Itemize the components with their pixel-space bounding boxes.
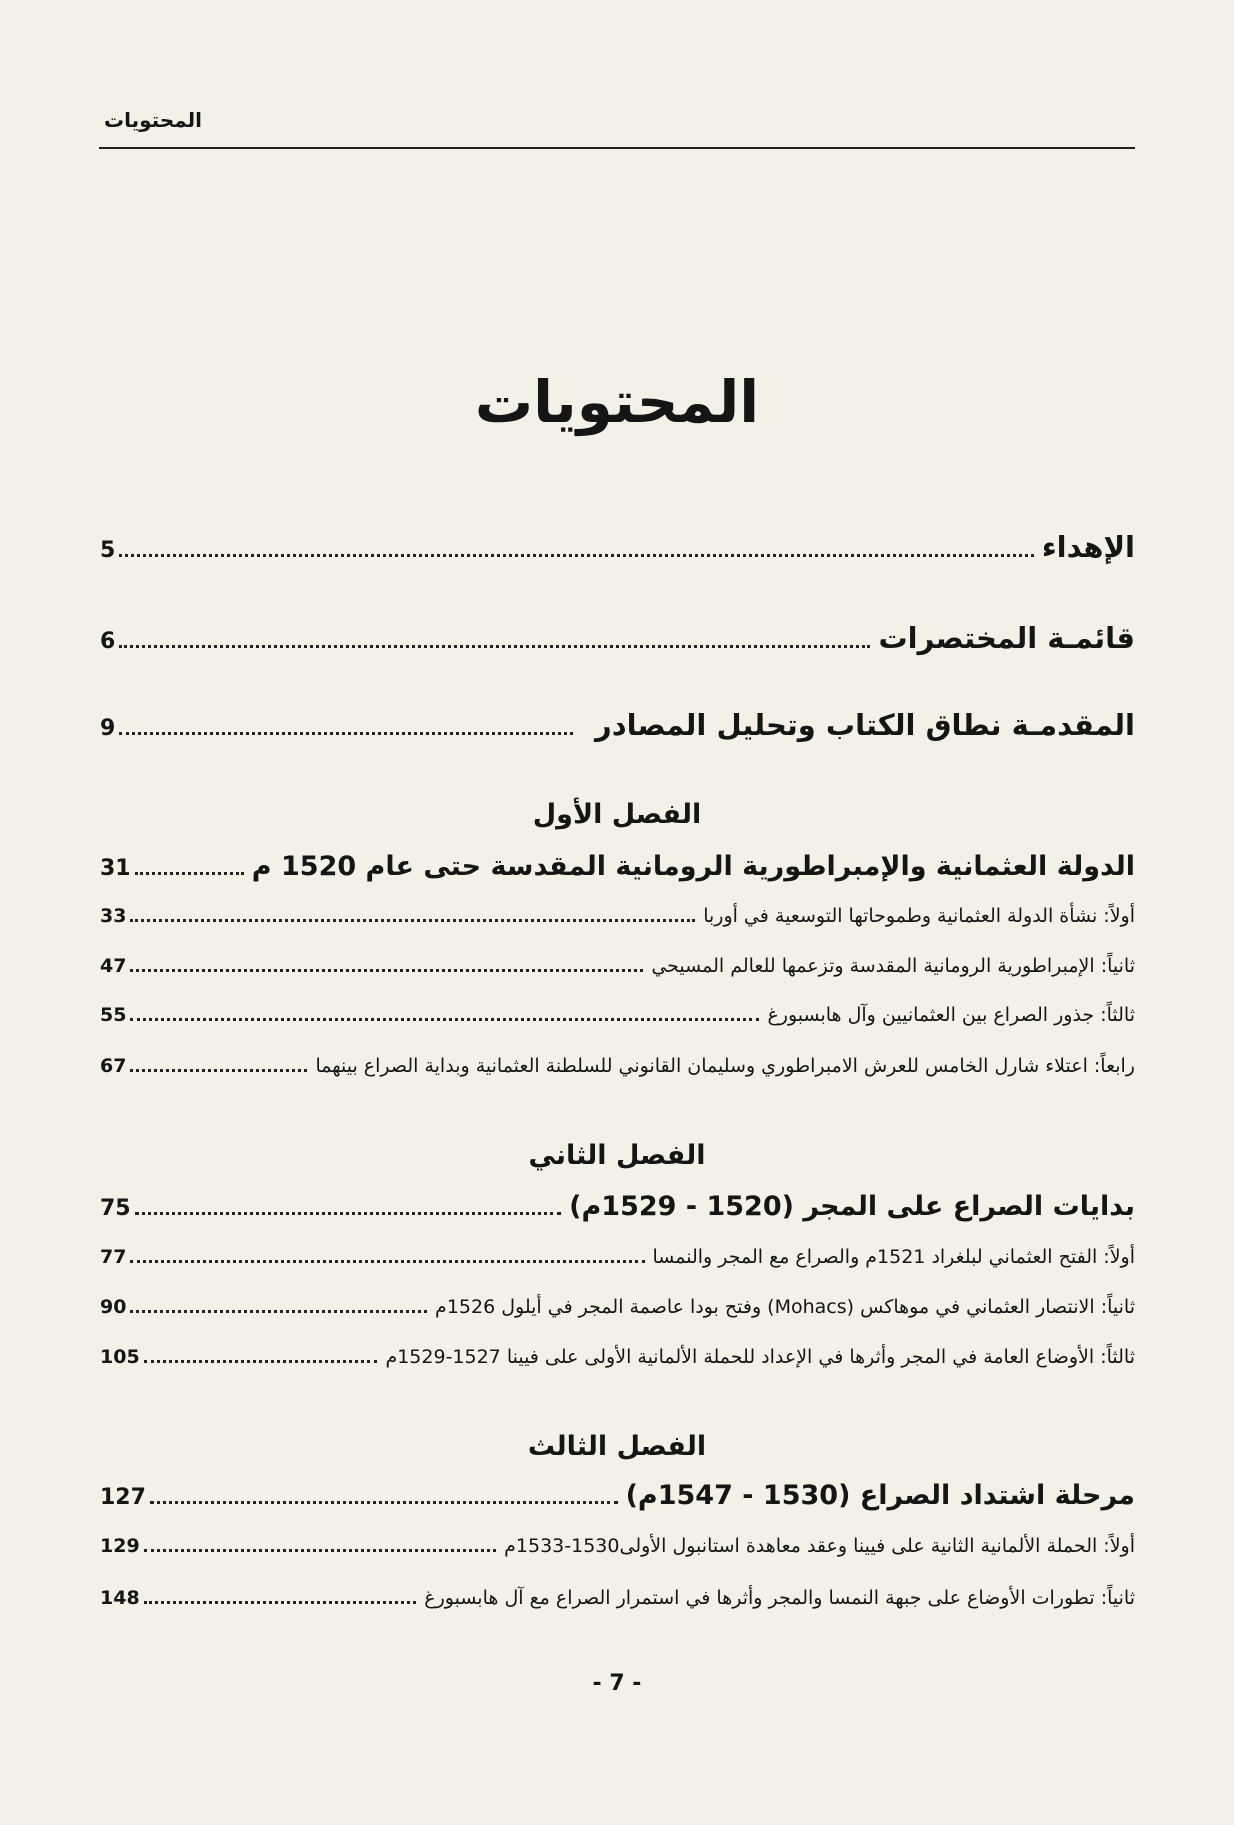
toc-entry-page: 47: [100, 955, 127, 977]
toc-entry-label: ثالثاً: جذور الصراع بين العثمانيين وآل هابسبورغ: [767, 1004, 1135, 1026]
toc-section-entry: [100, 1290, 1135, 1324]
toc-entry-page: 55: [100, 1004, 127, 1026]
dot-leader: [144, 1601, 417, 1604]
toc-entry-label: الإهداء: [1041, 530, 1135, 564]
dot-leader: [130, 1018, 759, 1021]
dot-leader: [135, 872, 244, 875]
toc-section-entry: [100, 1340, 1135, 1374]
dot-leader: [119, 554, 1034, 557]
chapter-1-title-entry: [100, 845, 1135, 889]
dot-leader: [130, 1069, 307, 1072]
chapter-3-heading: الفصل الثالث: [527, 1431, 707, 1462]
dot-leader: [130, 1310, 427, 1313]
dot-leader: [119, 645, 870, 648]
toc-entry-label: الدولة العثمانية والإمبراطورية الرومانية المقدسة حتى عام 1520 م: [251, 851, 1135, 882]
chapter-1-heading: الفصل الأول: [532, 799, 702, 830]
toc-entry-label: ثانياً: تطورات الأوضاع على جبهة النمسا والمجر وأثرها في استمرار الصراع مع آل هابسبورغ: [424, 1587, 1135, 1609]
chapter-2-heading: الفصل الثاني: [528, 1140, 706, 1171]
toc-section-entry: [100, 998, 1135, 1032]
toc-entry-label: المقدمـة نطاق الكتاب وتحليل المصادر: [595, 708, 1135, 742]
toc-section-entry: [100, 1049, 1135, 1083]
toc-section-entry: [100, 899, 1135, 933]
toc-entry-label: أولاً: نشأة الدولة العثمانية وطموحاتها التوسعية في أوربا: [703, 905, 1135, 927]
toc-entry-label: ثالثاً: الأوضاع العامة في المجر وأثرها في الإعداد للحملة الألمانية الأولى على فيينا 1527-1529م: [385, 1346, 1135, 1368]
toc-entry-label: رابعاً: اعتلاء شارل الخامس للعرش الامبراطوري وسليمان القانوني للسلطنة العثمانية وبداية الصراع بينهما: [315, 1055, 1135, 1077]
dot-leader: [130, 919, 695, 922]
toc-entry-page: 9: [100, 716, 116, 741]
toc-entry-page: 129: [100, 1535, 140, 1557]
toc-entry-page: 5: [100, 538, 116, 563]
toc-entry-dedication: [100, 525, 1135, 569]
toc-entry-abbreviations: [100, 616, 1135, 660]
toc-entry-label: ثانياً: الانتصار العثماني في موهاكس (Mohacs) وفتح بودا عاصمة المجر في أيلول 1526م: [435, 1296, 1135, 1318]
dot-leader: [135, 1212, 562, 1215]
chapter-3-title-entry: [100, 1474, 1135, 1518]
toc-entry-page: 33: [100, 905, 127, 927]
toc-entry-introduction: [100, 703, 1135, 747]
chapter-2-title-entry: [100, 1185, 1135, 1229]
dot-leader: [150, 1501, 618, 1504]
toc-entry-page: 67: [100, 1055, 127, 1077]
dot-leader: [144, 1549, 496, 1552]
toc-section-entry: [100, 1240, 1135, 1274]
page-title: المحتويات: [474, 368, 760, 436]
toc-entry-label: ثانياً: الإمبراطورية الرومانية المقدسة وتزعمها للعالم المسيحي: [651, 955, 1135, 977]
toc-entry-page: 127: [100, 1485, 146, 1510]
toc-section-entry: [100, 1581, 1135, 1615]
toc-entry-page: 148: [100, 1587, 140, 1609]
toc-section-entry: [100, 1529, 1135, 1563]
toc-entry-label: أولاً: الحملة الألمانية الثانية على فيينا وعقد معاهدة استانبول الأولى1530-1533م: [504, 1535, 1135, 1557]
toc-entry-page: 31: [100, 856, 131, 881]
toc-entry-label: بدايات الصراع على المجر (1520 - 1529م): [569, 1191, 1135, 1222]
toc-entry-page: 77: [100, 1246, 127, 1268]
dot-leader: [119, 732, 573, 735]
dot-leader: [144, 1360, 378, 1363]
toc-entry-page: 105: [100, 1346, 140, 1368]
toc-entry-label: قائمـة المختصرات: [878, 621, 1135, 655]
dot-leader: [130, 969, 643, 972]
toc-section-entry: [100, 949, 1135, 983]
page-number: - 7 -: [592, 1671, 642, 1696]
toc-entry-page: 75: [100, 1196, 131, 1221]
header-rule: [99, 147, 1135, 149]
toc-entry-label: مرحلة اشتداد الصراع (1530 - 1547م): [625, 1480, 1135, 1511]
toc-entry-label: أولاً: الفتح العثماني لبلغراد 1521م والصراع مع المجر والنمسا: [652, 1246, 1135, 1268]
running-header: المحتويات: [104, 108, 203, 132]
toc-entry-page: 90: [100, 1296, 127, 1318]
dot-leader: [130, 1260, 644, 1263]
toc-entry-page: 6: [100, 629, 116, 654]
